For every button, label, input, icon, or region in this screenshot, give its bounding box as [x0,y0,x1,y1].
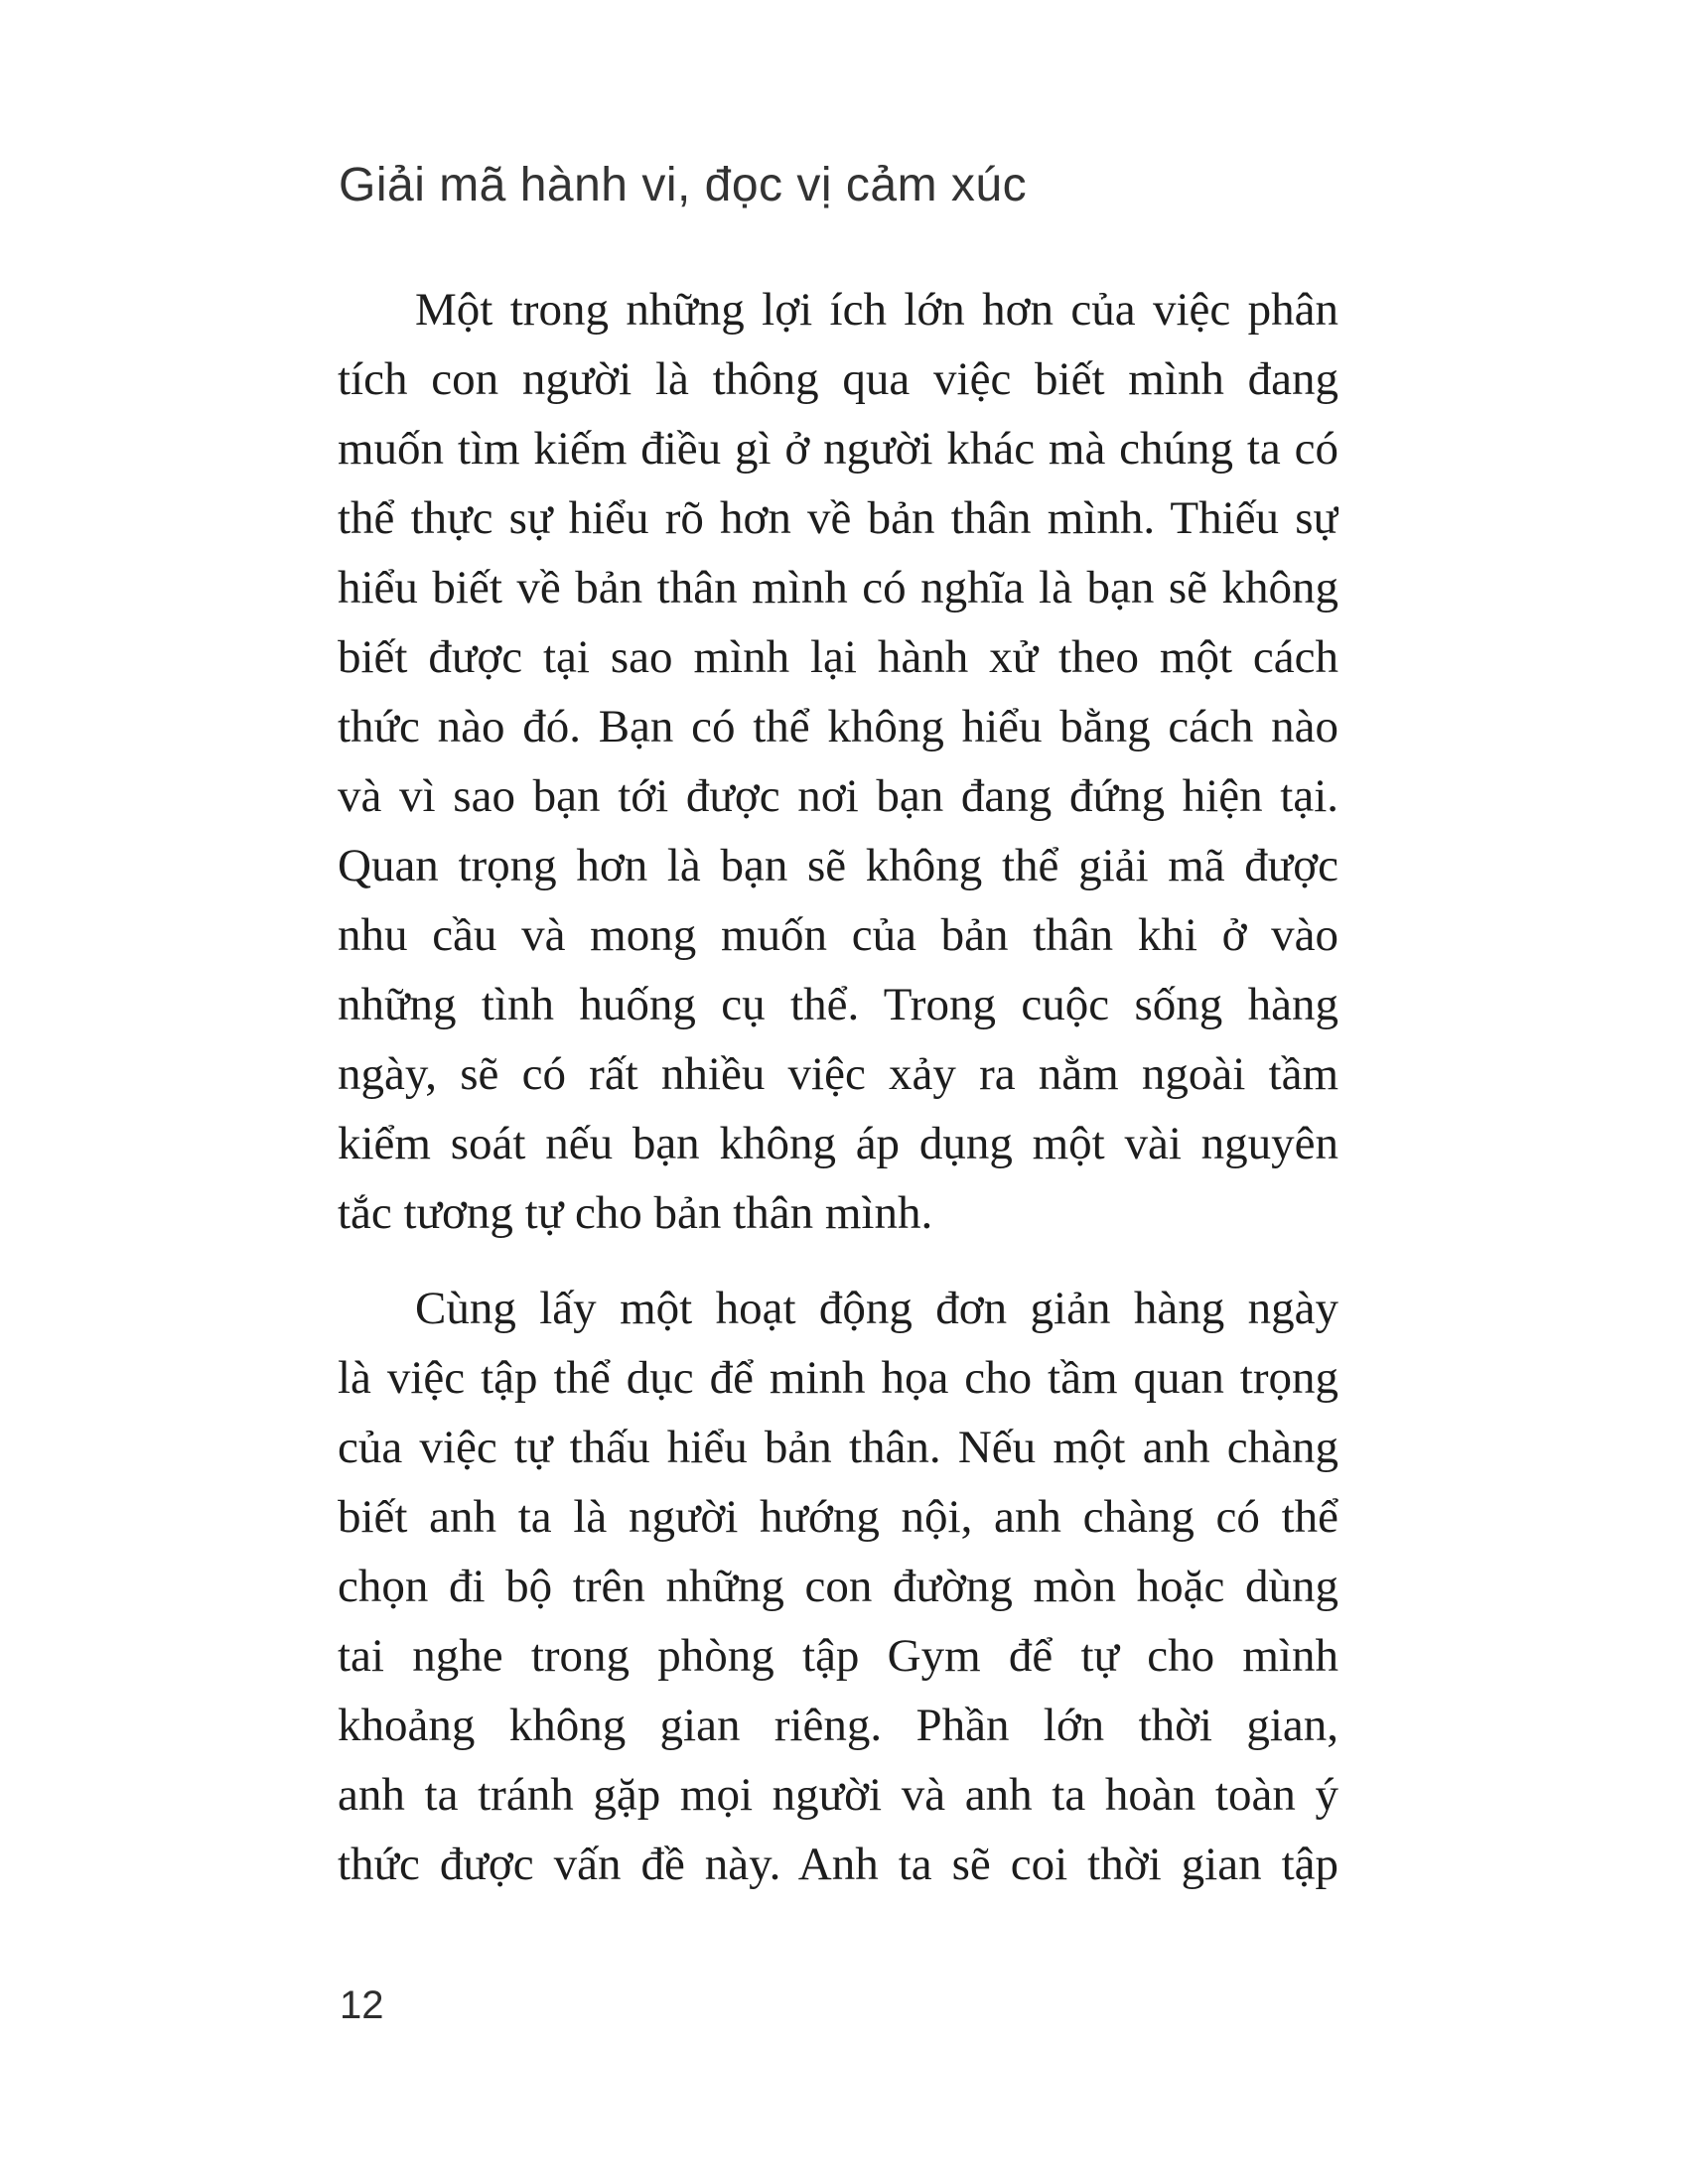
text-line: tai nghe trong phòng tập Gym để tự cho mình [338,1630,1338,1682]
text-line: thức nào đó. Bạn có thể không hiểu bằng cách nào [338,701,1338,752]
text-line: thể thực sự hiểu rõ hơn về bản thân mình. Thiếu sự [338,492,1338,544]
text-line: tắc tương tự cho bản thân mình. [338,1187,933,1239]
text-line: những tình huống cụ thể. Trong cuộc sống hàng [338,979,1338,1030]
text-line: ngày, sẽ có rất nhiều việc xảy ra nằm ngoài tầm [338,1048,1338,1100]
text-line: nhu cầu và mong muốn của bản thân khi ở vào [338,909,1338,961]
text-line: kiểm soát nếu bạn không áp dụng một vài nguyên [338,1118,1338,1169]
paragraph-2 [338,1274,1338,1899]
text-line: tích con người là thông qua việc biết mình đang [338,353,1338,405]
text-line: thức được vấn đề này. Anh ta sẽ coi thời gian tập [338,1839,1338,1890]
text-line: Một trong những lợi ích lớn hơn của việc phân [415,284,1338,336]
text-line: của việc tự thấu hiểu bản thân. Nếu một anh chàng [338,1422,1338,1473]
text-line: là việc tập thể dục để minh họa cho tầm quan trọng [338,1352,1338,1404]
text-line: Quan trọng hơn là bạn sẽ không thể giải mã được [338,840,1338,891]
text-line: biết anh ta là người hướng nội, anh chàng có thể [338,1491,1338,1543]
paragraph-1 [338,275,1338,1248]
text-line: anh ta tránh gặp mọi người và anh ta hoàn toàn ý [338,1769,1338,1821]
page-number: 12 [340,1983,384,2027]
text-line: chọn đi bộ trên những con đường mòn hoặc dùng [338,1561,1338,1612]
text-line: hiểu biết về bản thân mình có nghĩa là bạn sẽ không [338,562,1338,614]
text-line: khoảng không gian riêng. Phần lớn thời gian, [338,1700,1338,1751]
running-header: Giải mã hành vi, đọc vị cảm xúc [339,159,1028,211]
text-line: và vì sao bạn tới được nơi bạn đang đứng hiện tại. [338,770,1338,822]
text-line: Cùng lấy một hoạt động đơn giản hàng ngày [415,1283,1338,1334]
text-line: biết được tại sao mình lại hành xử theo một cách [338,631,1338,683]
text-line: muốn tìm kiếm điều gì ở người khác mà chúng ta có [338,423,1338,475]
